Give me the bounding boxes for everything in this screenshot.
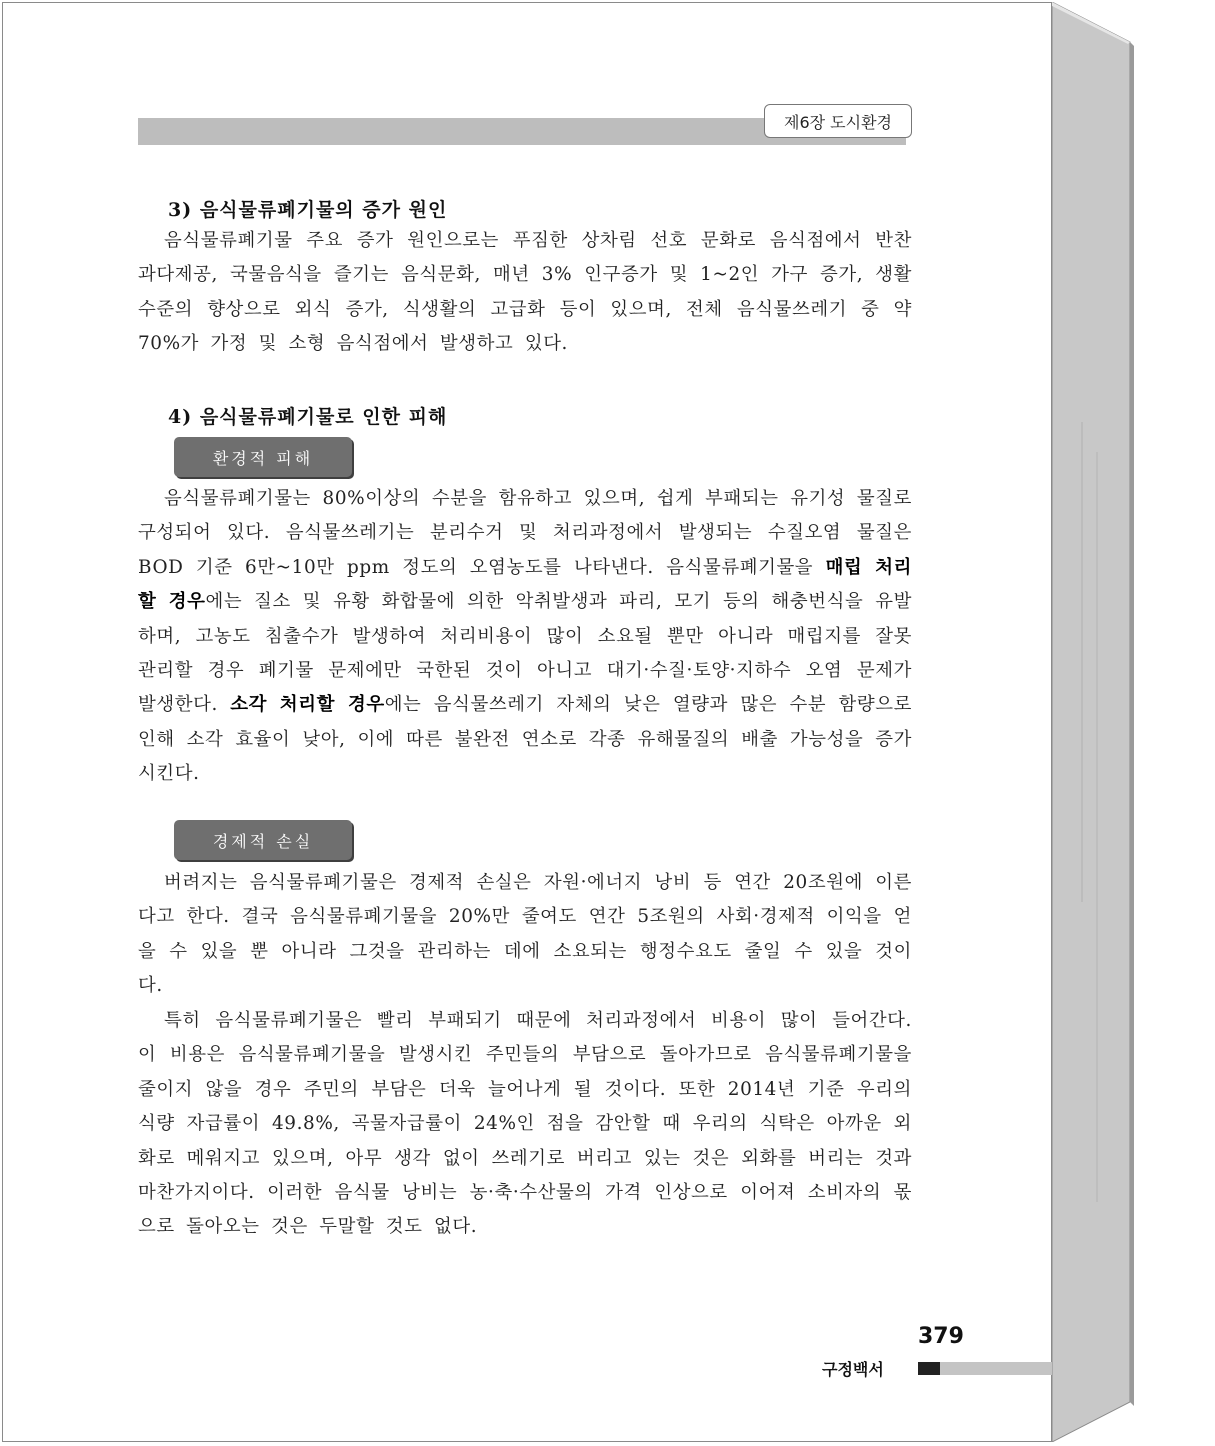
section-3-paragraph — [138, 224, 912, 362]
book-edge-graphic — [1052, 2, 1212, 1442]
env-text-part1: 음식물류폐기물는 80%이상의 수분을 함유하고 있으며, 쉽게 부패되는 유기성 물질로 구성되어 있다. 음식물쓰레기는 분리수거 및 처리과정에서 발생되는 수질오염 물질은 BOD 기준 6만~10만 ppm 정도의 오염농도를 나타낸다. 음식물류폐기물을 — [138, 488, 912, 578]
econ-paragraph-2-text: 특히 음식물류폐기물은 빨리 부패되기 때문에 처리과정에서 비용이 많이 들어간다. 이 비용은 음식물류폐기물을 발생시킨 주민들의 부담으로 돌아가므로 음식물류폐기물을 줄이지 않을 경우 주민의 부담은 더욱 늘어나게 될 것이다. 또한 2014년 기준 우리의 식량 자급률이 49.8%, 곡물자급률이 24%인 점을 감안할 때 우리의 식탁은 아까운 외화로 메워지고 있으며, 아무 생각 없이 쓰레기로 버리고 있는 것은 외화를 버리는 것과 마찬가지이다. 이러한 음식물 낭비는 농·축·수산물의 가격 인상으로 이어져 소비자의 몫으로 돌아오는 것은 두말할 것도 없다. — [138, 1010, 912, 1238]
economic-loss-paragraph-1 — [138, 866, 912, 1004]
env-bold-incineration: 소각 처리할 경우 — [230, 694, 385, 716]
env-text-part3: 에는 음식물쓰레기 자체의 낮은 열량과 많은 수분 함량으로 인해 소각 효율이 낮아, 이에 따른 불완전 연소로 각종 유해물질의 배출 가능성을 증가시킨다. — [138, 694, 912, 785]
footer-square-marker — [918, 1362, 940, 1375]
econ-paragraph-1-text: 버려지는 음식물류폐기물은 경제적 손실은 자원·에너지 낭비 등 연간 20조원에 이른다고 한다. 결국 음식물류폐기물을 20%만 줄여도 연간 5조원의 사회·경제적 이익을 얻을 수 있을 뿐 아니라 그것을 관리하는 데에 소요되는 행정수요도 줄일 수 있을 것이다. — [138, 872, 912, 997]
environmental-damage-label: 환경적 피해 — [174, 437, 352, 477]
economic-loss-paragraph-2 — [138, 1004, 912, 1245]
footer-bar — [940, 1362, 1052, 1375]
section-4-heading: 4) 음식물류폐기물로 인한 피해 — [168, 406, 448, 428]
section-3-paragraph-text: 음식물류폐기물 주요 증가 원인으로는 푸짐한 상차림 선호 문화로 음식점에서 반찬 과다제공, 국물음식을 즐기는 음식문화, 매년 3% 인구증가 및 1~2인 가구 증가, 생활수준의 향상으로 외식 증가, 식생활의 고급화 등이 있으며, 전체 음식물쓰레기 중 약 70%가 가정 및 소형 음식점에서 발생하고 있다. — [138, 230, 912, 355]
book-title: 구정백서 — [822, 1360, 884, 1379]
page-number: 379 — [918, 1324, 964, 1349]
economic-loss-label: 경제적 손실 — [174, 820, 352, 860]
chapter-label: 제6장 도시환경 — [764, 104, 912, 138]
section-3-heading: 3) 음식물류폐기물의 증가 원인 — [168, 199, 448, 221]
env-bold-landfill: 매립 처리할 경우 — [138, 556, 912, 613]
environmental-damage-paragraph — [138, 482, 912, 792]
env-text-part2: 에는 질소 및 유황 화합물에 의한 악취발생과 파리, 모기 등의 해충번식을 유발하며, 고농도 침출수가 발생하여 처리비용이 많이 소요될 뿐만 아니라 매립지를 잘못 관리할 경우 폐기물 문제에만 국한된 것이 아니고 대기·수질·토양·지하수 오염 문제가 발생한다. — [138, 591, 912, 716]
